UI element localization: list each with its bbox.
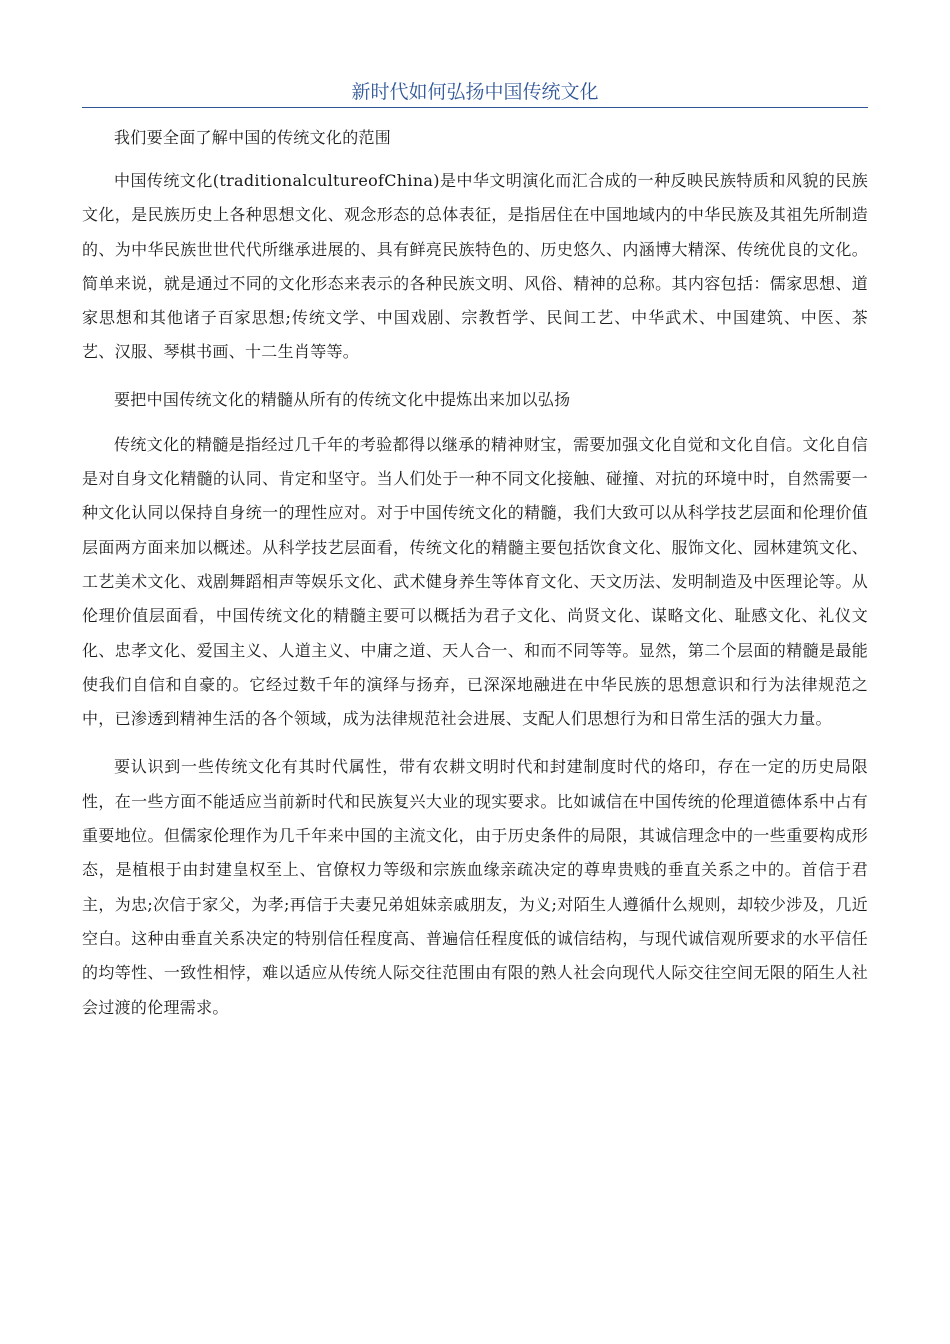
paragraph-essence: 传统文化的精髓是指经过几千年的考验都得以继承的精神财宝，需要加强文化自觉和文化自信。文化自信是对自身文化精髓的认同、肯定和坚守。当人们处于一种不同文化接触、碰撞、对抗的环境中时，自然需要一种文化认同以保持自身统一的理性应对。对于中国传统文化的精髓，我们大致可以从科学技艺层面和伦理价值层面两方面来加以概述。从科学技艺层面看，传统文化的精髓主要包括饮食文化、服饰文化、园林建筑文化、工艺美术文化、戏剧舞蹈相声等娱乐文化、武术健身养生等体育文化、天文历法、发明制造及中医理论等。从伦理价值层面看，中国传统文化的精髓主要可以概括为君子文化、尚贤文化、谋略文化、耻感文化、礼仪文化、忠孝文化、爱国主义、人道主义、中庸之道、天人合一、和而不同等等。显然，第二个层面的精髓是最能使我们自信和自豪的。它经过数千年的演绎与扬弃，已深深地融进在中华民族的思想意识和行为法律规范之中，已渗透到精神生活的各个领域，成为法律规范社会进展、支配人们思想行为和日常生活的强大力量。 [82, 434, 868, 729]
document-page [82, 78, 868, 1025]
paragraph-limitations: 要认识到一些传统文化有其时代属性，带有农耕文明时代和封建制度时代的烙印，存在一定的历史局限性，在一些方面不能适应当前新时代和民族复兴大业的现实要求。比如诚信在中国传统的伦理道德体系中占有重要地位。但儒家伦理作为几千年来中国的主流文化，由于历史条件的局限，其诚信理念中的一些重要构成形态，是植根于由封建皇权至上、官僚权力等级和宗族血缘亲疏决定的尊卑贵贱的垂直关系之中的。首信于君主，为忠;次信于家父，为孝;再信于夫妻兄弟姐妹亲戚朋友，为义;对陌生人遵循什么规则，却较少涉及，几近空白。这种由垂直关系决定的特别信任程度高、普遍信任程度低的诚信结构，与现代诚信观所要求的水平信任的均等性、一致性相悖，难以适应从传统人际交往范围由有限的熟人社会向现代人际交往空间无限的陌生人社会过渡的伦理需求。 [82, 757, 868, 1017]
paragraph-scope: 中国传统文化(traditionalcultureofChina)是中华文明演化而汇合成的一种反映民族特质和风貌的民族文化，是民族历史上各种思想文化、观念形态的总体表征，是指居住在中国地域内的中华民族及其祖先所制造的、为中华民族世世代代所继承进展的、具有鲜亮民族特色的、历史悠久、内涵博大精深、传统优良的文化。简单来说，就是通过不同的文化形态来表示的各种民族文明、风俗、精神的总称。其内容包括：儒家思想、道家思想和其他诸子百家思想;传统文学、中国戏剧、宗教哲学、民间工艺、中华武术、中国建筑、中医、茶艺、汉服、琴棋书画、十二生肖等等。 [82, 171, 868, 362]
document-header-title: 新时代如何弘扬中国传统文化 [82, 78, 868, 108]
section-heading-essence: 要把中国传统文化的精髓从所有的传统文化中提炼出来加以弘扬 [114, 389, 571, 409]
section-heading-scope: 我们要全面了解中国的传统文化的范围 [114, 128, 392, 147]
